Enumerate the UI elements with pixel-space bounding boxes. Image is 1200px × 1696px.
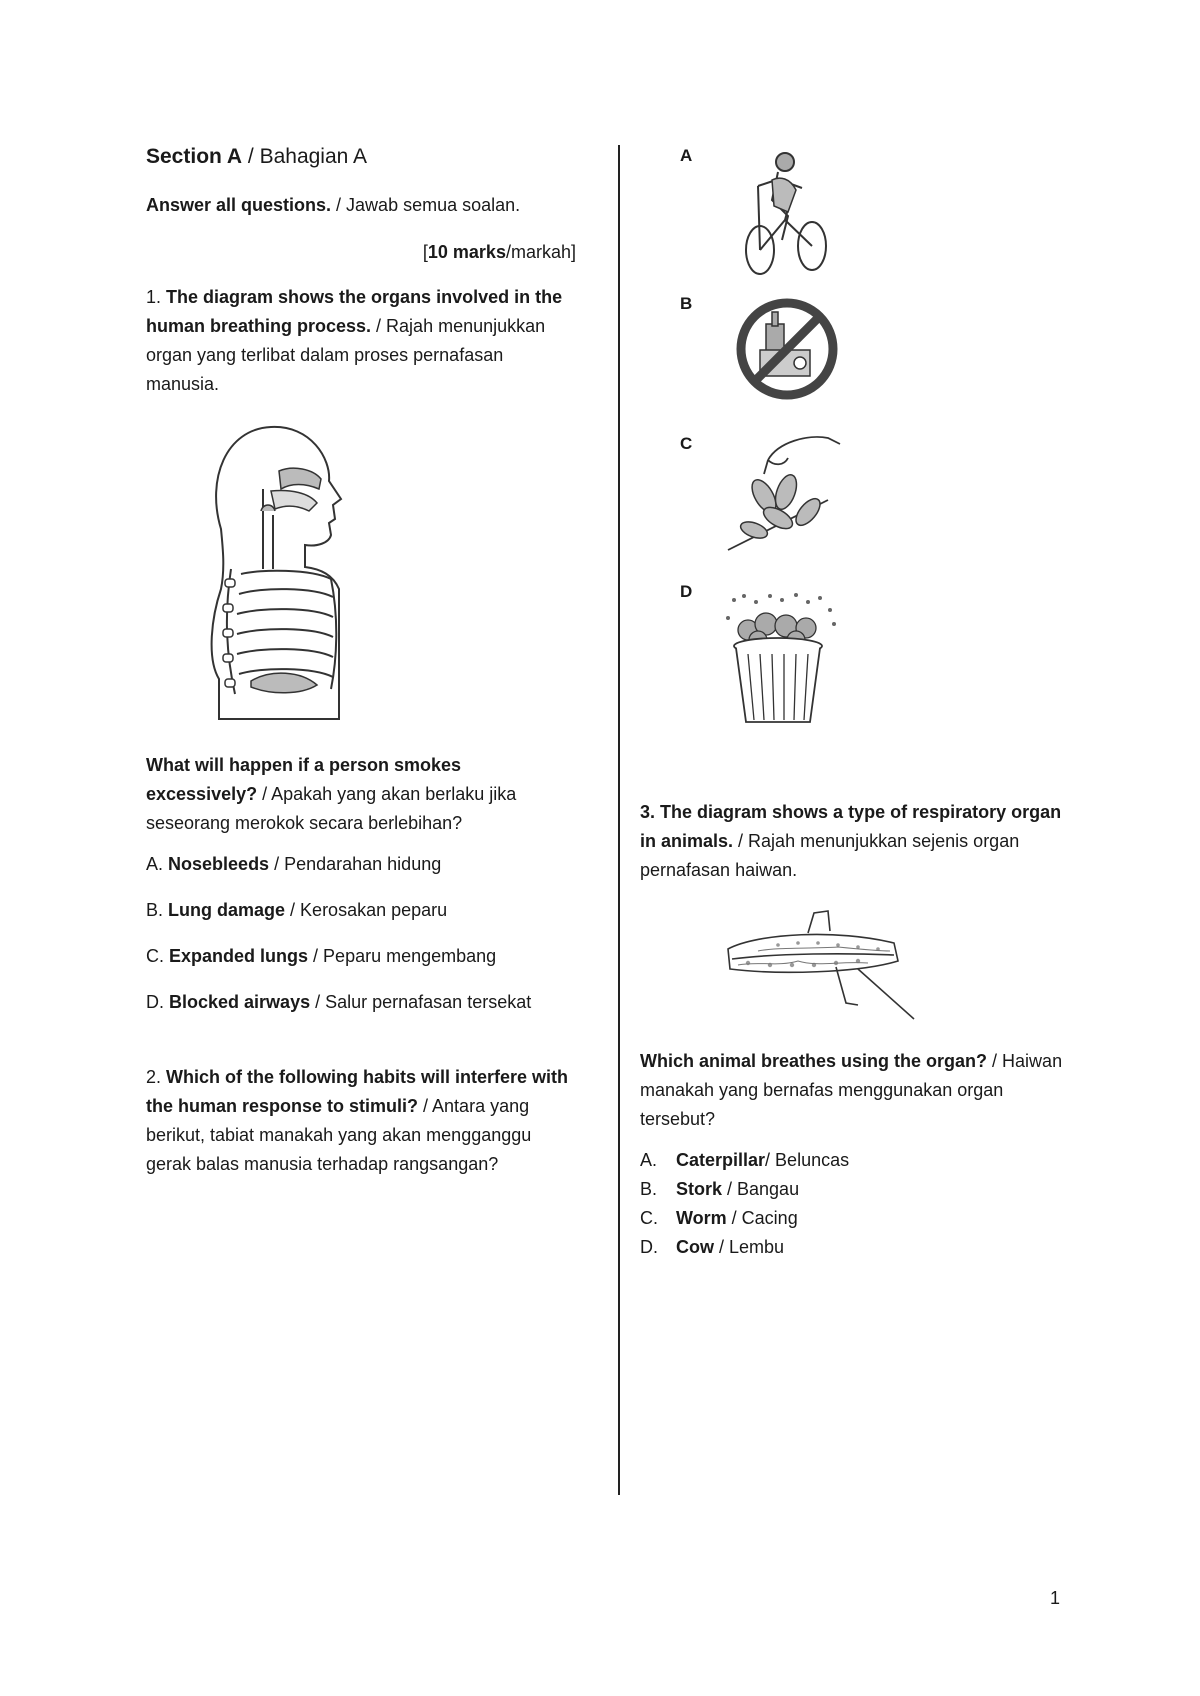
option-label-a: A	[680, 146, 693, 165]
marks-bracket: [	[422, 242, 428, 262]
q1-option-c[interactable]	[146, 942, 576, 971]
option-text-en: Cow	[676, 1237, 714, 1257]
option-letter: D.	[640, 1237, 658, 1257]
left-column	[146, 145, 576, 1179]
q1-option-b[interactable]	[146, 896, 576, 925]
q3-question-ms: / Haiwan manakah yang bernafas menggunakan organ tersebut?	[640, 1051, 1063, 1129]
option-label-d: D	[680, 582, 693, 601]
q1-question	[146, 751, 576, 838]
option-text-ms: / Beluncas	[765, 1150, 850, 1170]
q2-number: 2.	[146, 1067, 162, 1087]
grasshopper-trachea-figure	[718, 903, 918, 1023]
q1-options	[146, 850, 576, 1017]
option-letter: C.	[146, 946, 164, 966]
option-text-ms: / Pendarahan hidung	[269, 854, 442, 874]
right-column	[640, 140, 1080, 1262]
q3-option-a[interactable]	[640, 1146, 1080, 1175]
option-text-ms: / Bangau	[722, 1179, 800, 1199]
option-letter: B.	[640, 1179, 658, 1199]
instructions	[146, 191, 576, 220]
q3-options	[640, 1146, 1080, 1262]
q1-question-ms: / Apakah yang akan berlaku jika seseorang merokok secara berlebihan?	[146, 784, 517, 833]
option-label-b: B	[680, 294, 693, 313]
marks-en: 10 marks	[427, 242, 506, 262]
option-letter: A.	[146, 854, 164, 874]
option-letter: C.	[640, 1208, 658, 1228]
page-number: 1	[1050, 1588, 1061, 1608]
option-text-ms: / Salur pernafasan tersekat	[310, 992, 532, 1012]
q1-option-a[interactable]	[146, 850, 576, 879]
q1-stem-en: The diagram shows the organs involved in the human breathing process.	[146, 287, 563, 336]
option-text-ms: / Kerosakan peparu	[285, 900, 448, 920]
option-text-ms: / Peparu mengembang	[308, 946, 497, 966]
option-text-en: Blocked airways	[169, 992, 311, 1012]
q3-option-d[interactable]	[640, 1233, 1080, 1262]
q1-question-en: What will happen if a person smokes excessively?	[146, 755, 462, 804]
respiratory-system-figure	[201, 419, 381, 729]
q2-stem	[146, 1063, 576, 1179]
option-text-en: Nosebleeds	[168, 854, 270, 874]
section-title	[146, 145, 576, 169]
instructions-ms: / Jawab semua soalan.	[331, 195, 521, 215]
q3-stem	[640, 798, 1080, 885]
section-title-en: Section A	[146, 145, 243, 168]
section-title-ms: / Bahagian A	[242, 145, 368, 168]
option-text-en: Lung damage	[168, 900, 286, 920]
q1-number: 1.	[146, 287, 162, 307]
marks-allocation	[146, 238, 576, 267]
q3-option-c[interactable]	[640, 1204, 1080, 1233]
q2-option-b[interactable]	[640, 290, 1080, 430]
q1-stem-ms: / Rajah menunjukkan organ yang terlibat dalam proses pernafasan manusia.	[146, 316, 546, 394]
q2-stem-ms: / Antara yang berikut, tabiat manakah yang akan mengganggu gerak balas manusia terhadap rangsangan?	[146, 1096, 532, 1174]
q2-option-d[interactable]	[640, 580, 1080, 740]
q3-number: 3.	[640, 802, 656, 822]
option-text-ms: / Cacing	[726, 1208, 798, 1228]
option-text-en: Expanded lungs	[169, 946, 309, 966]
instructions-en: Answer all questions.	[146, 195, 332, 215]
marks-ms: /markah]	[505, 242, 576, 262]
option-letter: B.	[146, 900, 164, 920]
hand-plant-icon	[708, 430, 848, 560]
q3-question	[640, 1047, 1080, 1134]
option-text-en: Worm	[676, 1208, 727, 1228]
option-text-en: Stork	[676, 1179, 723, 1199]
column-divider	[618, 145, 620, 1495]
q3-stem-ms: / Rajah menunjukkan sejenis organ pernafasan haiwan.	[640, 831, 1020, 880]
q2-option-c[interactable]	[640, 430, 1080, 580]
q2-option-a[interactable]	[640, 140, 1080, 290]
cyclist-icon	[730, 150, 840, 280]
option-letter: D.	[146, 992, 164, 1012]
prohibited-icon	[732, 294, 842, 404]
q2-stem-en: Which of the following habits will interfere with the human response to stimuli?	[146, 1067, 569, 1116]
q3-question-en: Which animal breathes using the organ?	[640, 1051, 988, 1071]
option-text-en: Caterpillar	[676, 1150, 766, 1170]
q1-option-d[interactable]	[146, 988, 576, 1017]
option-label-c: C	[680, 434, 693, 453]
q1-stem	[146, 283, 576, 399]
q3-stem-en: The diagram shows a type of respiratory organ in animals.	[640, 802, 1062, 851]
q3-option-b[interactable]	[640, 1175, 1080, 1204]
trash-bin-icon	[722, 590, 842, 730]
option-text-ms: / Lembu	[714, 1237, 785, 1257]
option-letter: A.	[640, 1150, 658, 1170]
